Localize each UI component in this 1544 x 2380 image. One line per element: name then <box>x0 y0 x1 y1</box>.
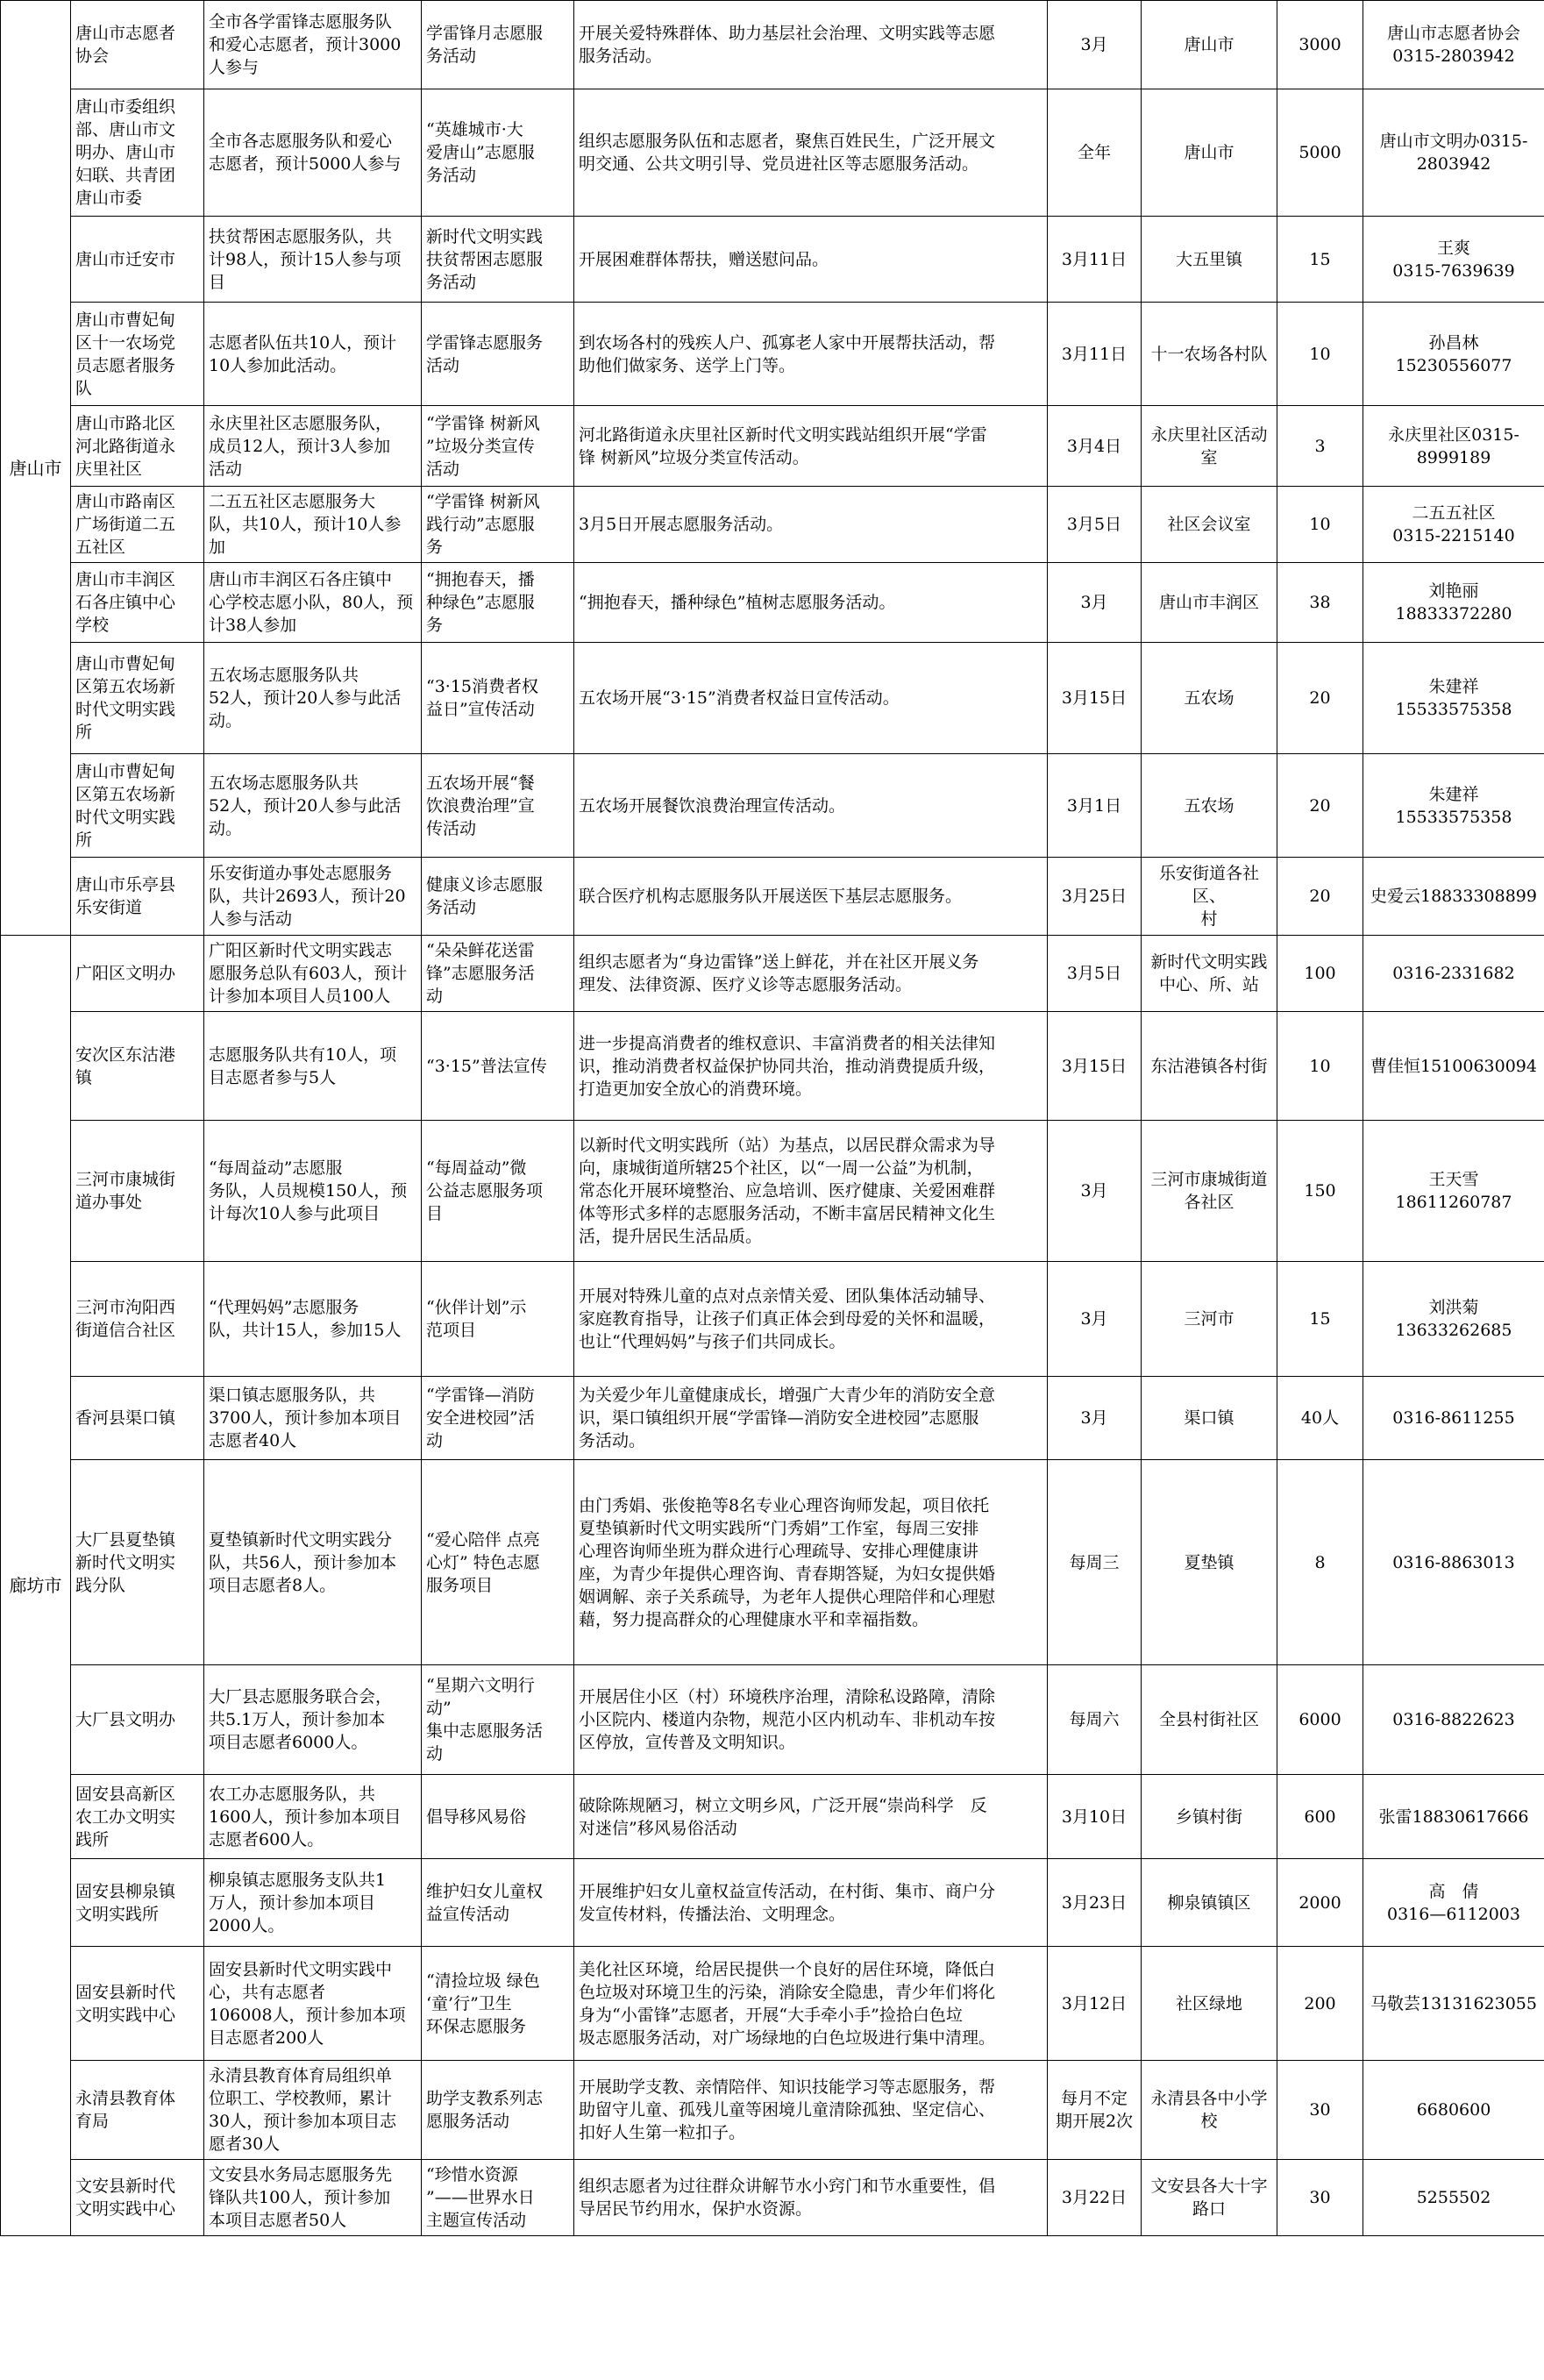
content-cell: 以新时代文明实践所（站）为基点，以居民群众需求为导 向，康城街道所辖25个社区，以“一周一公益”为机制， 常态化开展环境整治、应急培训、医疗健康、关爱困难群 体等形式多样的志愿服务活动，不断丰富居民精神文化生 活，提升居民生活品质。 <box>574 1121 1048 1262</box>
table-row <box>1 2061 1544 2160</box>
place-cell: 十一农场各村队 <box>1142 303 1277 406</box>
place-cell: 唐山市丰润区 <box>1142 563 1277 643</box>
count-cell: 10 <box>1277 487 1363 563</box>
time-cell: 3月15日 <box>1048 1012 1142 1121</box>
table-row <box>1 1 1544 89</box>
team-cell: “代理妈妈”志愿服务 队，共计15人，参加15人 <box>204 1262 422 1377</box>
project-cell: “拥抱春天，播 种绿色”志愿服 务 <box>422 563 574 643</box>
table-row <box>1 1665 1544 1775</box>
place-cell: 东沽港镇各村街 <box>1142 1012 1277 1121</box>
team-cell: 柳泉镇志愿服务支队共1 万人，预计参加本项目 2000人。 <box>204 1859 422 1947</box>
table-row <box>1 406 1544 487</box>
contact-cell: 马敬芸13131623055 <box>1363 1947 1544 2061</box>
org-cell: 文安县新时代 文明实践中心 <box>71 2160 204 2236</box>
table-row <box>1 1775 1544 1859</box>
team-cell: 五农场志愿服务队共 52人，预计20人参与此活 动。 <box>204 643 422 754</box>
count-cell: 6000 <box>1277 1665 1363 1775</box>
project-cell: 倡导移风易俗 <box>422 1775 574 1859</box>
project-cell: 助学支教系列志 愿服务活动 <box>422 2061 574 2160</box>
time-cell: 每月不定 期开展2次 <box>1048 2061 1142 2160</box>
place-cell: 乐安街道各社区、 村 <box>1142 858 1277 936</box>
org-cell: 香河县渠口镇 <box>71 1377 204 1460</box>
org-cell: 安次区东沽港 镇 <box>71 1012 204 1121</box>
content-cell: 由门秀娟、张俊艳等8名专业心理咨询师发起，项目依托 夏垫镇新时代文明实践所“门秀娟”工作室，每周三安排 心理咨询师坐班为群众进行心理疏导、安排心理健康讲 座，为青少年提供心理咨询、青春期答疑，为妇女提供婚 姻调解、亲子关系疏导，为老年人提供心理陪伴和心理慰 藉，努力提高群众的心理健康水平和幸福指数。 <box>574 1460 1048 1665</box>
place-cell: 文安县各大十字 路口 <box>1142 2160 1277 2236</box>
team-cell: 唐山市丰润区石各庄镇中 心学校志愿小队，80人，预 计38人参加 <box>204 563 422 643</box>
count-cell: 20 <box>1277 754 1363 858</box>
table-row <box>1 858 1544 936</box>
count-cell: 150 <box>1277 1121 1363 1262</box>
table-row <box>1 89 1544 217</box>
project-cell: “星期六文明行 动” 集中志愿服务活 动 <box>422 1665 574 1775</box>
place-cell: 永庆里社区活动 室 <box>1142 406 1277 487</box>
place-cell: 五农场 <box>1142 754 1277 858</box>
table-row <box>1 754 1544 858</box>
content-cell: 开展助学支教、亲情陪伴、知识技能学习等志愿服务，帮 助留守儿童、孤残儿童等困境儿童清除孤独、坚定信心、 扣好人生第一粒扣子。 <box>574 2061 1048 2160</box>
team-cell: 全市各学雷锋志愿服务队 和爱心志愿者，预计3000 人参与 <box>204 1 422 89</box>
contact-cell: 0316-8822623 <box>1363 1665 1544 1775</box>
count-cell: 15 <box>1277 217 1363 303</box>
table-row <box>1 1012 1544 1121</box>
time-cell: 3月15日 <box>1048 643 1142 754</box>
project-cell: “学雷锋 树新风 践行动”志愿服 务 <box>422 487 574 563</box>
content-cell: 组织志愿者为“身边雷锋”送上鲜花，并在社区开展义务 理发、法律资源、医疗义诊等志愿服务活动。 <box>574 936 1048 1012</box>
org-cell: 唐山市曹妃甸 区第五农场新 时代文明实践 所 <box>71 643 204 754</box>
table-row <box>1 1121 1544 1262</box>
team-cell: 广阳区新时代文明实践志 愿服务总队有603人，预计 计参加本项目人员100人 <box>204 936 422 1012</box>
project-cell: 维护妇女儿童权 益宣传活动 <box>422 1859 574 1947</box>
place-cell: 社区会议室 <box>1142 487 1277 563</box>
time-cell: 3月 <box>1048 563 1142 643</box>
project-cell: “3·15消费者权 益日”宣传活动 <box>422 643 574 754</box>
org-cell: 永清县教育体 育局 <box>71 2061 204 2160</box>
contact-cell: 史爱云18833308899 <box>1363 858 1544 936</box>
team-cell: 志愿服务队共有10人，项 目志愿者参与5人 <box>204 1012 422 1121</box>
place-cell: 五农场 <box>1142 643 1277 754</box>
city-cell: 唐山市 <box>1 1 71 936</box>
table-row <box>1 1377 1544 1460</box>
count-cell: 20 <box>1277 643 1363 754</box>
content-cell: 3月5日开展志愿服务活动。 <box>574 487 1048 563</box>
place-cell: 乡镇村街 <box>1142 1775 1277 1859</box>
team-cell: 固安县新时代文明实践中 心，共有志愿者 106008人，预计参加本项 目志愿者200人 <box>204 1947 422 2061</box>
table-row <box>1 643 1544 754</box>
count-cell: 10 <box>1277 1012 1363 1121</box>
org-cell: 唐山市路南区 广场街道二五 五社区 <box>71 487 204 563</box>
count-cell: 10 <box>1277 303 1363 406</box>
time-cell: 3月 <box>1048 1262 1142 1377</box>
contact-cell: 曹佳恒15100630094 <box>1363 1012 1544 1121</box>
count-cell: 8 <box>1277 1460 1363 1665</box>
table-row <box>1 303 1544 406</box>
time-cell: 全年 <box>1048 89 1142 217</box>
time-cell: 3月 <box>1048 1121 1142 1262</box>
place-cell: 柳泉镇镇区 <box>1142 1859 1277 1947</box>
team-cell: 乐安街道办事处志愿服务 队，共计2693人，预计20 人参与活动 <box>204 858 422 936</box>
project-cell: “学雷锋 树新风 ”垃圾分类宣传 活动 <box>422 406 574 487</box>
content-cell: 开展关爱特殊群体、助力基层社会治理、文明实践等志愿 服务活动。 <box>574 1 1048 89</box>
time-cell: 3月23日 <box>1048 1859 1142 1947</box>
team-cell: 永清县教育体育局组织单 位职工、学校教师，累计 30人，预计参加本项目志 愿者30人 <box>204 2061 422 2160</box>
team-cell: 夏垫镇新时代文明实践分 队，共56人，预计参加本 项目志愿者8人。 <box>204 1460 422 1665</box>
project-cell: 新时代文明实践 扶贫帮困志愿服 务活动 <box>422 217 574 303</box>
contact-cell: 6680600 <box>1363 2061 1544 2160</box>
place-cell: 全县村街社区 <box>1142 1665 1277 1775</box>
contact-cell: 0316-2331682 <box>1363 936 1544 1012</box>
contact-cell: 永庆里社区0315- 8999189 <box>1363 406 1544 487</box>
count-cell: 20 <box>1277 858 1363 936</box>
count-cell: 200 <box>1277 1947 1363 2061</box>
contact-cell: 张雷18830617666 <box>1363 1775 1544 1859</box>
org-cell: 唐山市曹妃甸 区十一农场党 员志愿者服务 队 <box>71 303 204 406</box>
content-cell: 联合医疗机构志愿服务队开展送医下基层志愿服务。 <box>574 858 1048 936</box>
count-cell: 30 <box>1277 2061 1363 2160</box>
time-cell: 3月25日 <box>1048 858 1142 936</box>
time-cell: 每周三 <box>1048 1460 1142 1665</box>
project-cell: “英雄城市·大 爱唐山”志愿服 务活动 <box>422 89 574 217</box>
team-cell: 渠口镇志愿服务队，共 3700人，预计参加本项目 志愿者40人 <box>204 1377 422 1460</box>
project-cell: “伙伴计划”示 范项目 <box>422 1262 574 1377</box>
contact-cell: 高 倩 0316—6112003 <box>1363 1859 1544 1947</box>
contact-cell: 唐山市志愿者协会 0315-2803942 <box>1363 1 1544 89</box>
org-cell: 大厂县文明办 <box>71 1665 204 1775</box>
contact-cell: 朱建祥 15533575358 <box>1363 643 1544 754</box>
time-cell: 3月11日 <box>1048 217 1142 303</box>
org-cell: 三河市泃阳西 街道信合社区 <box>71 1262 204 1377</box>
team-cell: “每周益动”志愿服 务队，人员规模150人，预 计每次10人参与此项目 <box>204 1121 422 1262</box>
content-cell: 进一步提高消费者的维权意识、丰富消费者的相关法律知 识，推动消费者权益保护协同共治，推动消费提质升级， 打造更加安全放心的消费环境。 <box>574 1012 1048 1121</box>
org-cell: 唐山市曹妃甸 区第五农场新 时代文明实践 所 <box>71 754 204 858</box>
time-cell: 3月22日 <box>1048 2160 1142 2236</box>
contact-cell: 0316-8611255 <box>1363 1377 1544 1460</box>
team-cell: 志愿者队伍共10人，预计 10人参加此活动。 <box>204 303 422 406</box>
time-cell: 3月1日 <box>1048 754 1142 858</box>
table-row <box>1 1460 1544 1665</box>
table-row <box>1 1859 1544 1947</box>
content-cell: 到农场各村的残疾人户、孤寡老人家中开展帮扶活动，帮 助他们做家务、送学上门等。 <box>574 303 1048 406</box>
time-cell: 3月4日 <box>1048 406 1142 487</box>
place-cell: 唐山市 <box>1142 89 1277 217</box>
content-cell: 组织志愿服务队伍和志愿者，聚焦百姓民生，广泛开展文 明交通、公共文明引导、党员进社区等志愿服务活动。 <box>574 89 1048 217</box>
place-cell: 社区绿地 <box>1142 1947 1277 2061</box>
table-row <box>1 936 1544 1012</box>
count-cell: 38 <box>1277 563 1363 643</box>
org-cell: 广阳区文明办 <box>71 936 204 1012</box>
content-cell: 五农场开展“3·15”消费者权益日宣传活动。 <box>574 643 1048 754</box>
team-cell: 二五五社区志愿服务大 队，共10人，预计10人参 加 <box>204 487 422 563</box>
place-cell: 新时代文明实践 中心、所、站 <box>1142 936 1277 1012</box>
project-cell: 学雷锋志愿服务 活动 <box>422 303 574 406</box>
place-cell: 大五里镇 <box>1142 217 1277 303</box>
city-cell: 廊坊市 <box>1 936 71 2236</box>
org-cell: 固安县高新区 农工办文明实 践所 <box>71 1775 204 1859</box>
content-cell: 为关爱少年儿童健康成长，增强广大青少年的消防安全意 识，渠口镇组织开展“学雷锋—消防安全进校园”志愿服 务活动。 <box>574 1377 1048 1460</box>
content-cell: 开展居住小区（村）环境秩序治理，清除私设路障，清除 小区院内、楼道内杂物，规范小区内机动车、非机动车按 区停放，宣传普及文明知识。 <box>574 1665 1048 1775</box>
contact-cell: 刘洪菊 13633262685 <box>1363 1262 1544 1377</box>
place-cell: 三河市 <box>1142 1262 1277 1377</box>
contact-cell: 王爽 0315-7639639 <box>1363 217 1544 303</box>
org-cell: 唐山市乐亭县 乐安街道 <box>71 858 204 936</box>
org-cell: 固安县新时代 文明实践中心 <box>71 1947 204 2061</box>
content-cell: 河北路街道永庆里社区新时代文明实践站组织开展“学雷 锋 树新风”垃圾分类宣传活动。 <box>574 406 1048 487</box>
count-cell: 40人 <box>1277 1377 1363 1460</box>
time-cell: 3月11日 <box>1048 303 1142 406</box>
time-cell: 3月12日 <box>1048 1947 1142 2061</box>
place-cell: 三河市康城街道 各社区 <box>1142 1121 1277 1262</box>
contact-cell: 唐山市文明办0315- 2803942 <box>1363 89 1544 217</box>
count-cell: 30 <box>1277 2160 1363 2236</box>
org-cell: 唐山市委组织 部、唐山市文 明办、唐山市 妇联、共青团 唐山市委 <box>71 89 204 217</box>
content-cell: 五农场开展餐饮浪费治理宣传活动。 <box>574 754 1048 858</box>
org-cell: 唐山市迁安市 <box>71 217 204 303</box>
team-cell: 农工办志愿服务队，共 1600人，预计参加本项目 志愿者600人。 <box>204 1775 422 1859</box>
contact-cell: 王天雪 18611260787 <box>1363 1121 1544 1262</box>
contact-cell: 刘艳丽 18833372280 <box>1363 563 1544 643</box>
time-cell: 每周六 <box>1048 1665 1142 1775</box>
count-cell: 100 <box>1277 936 1363 1012</box>
project-cell: “朵朵鲜花送雷 锋”志愿服务活 动 <box>422 936 574 1012</box>
time-cell: 3月10日 <box>1048 1775 1142 1859</box>
project-cell: “珍惜水资源 ”——世界水日 主题宣传活动 <box>422 2160 574 2236</box>
content-cell: 开展维护妇女儿童权益宣传活动，在村街、集市、商户分 发宣传材料，传播法治、文明理念。 <box>574 1859 1048 1947</box>
content-cell: 组织志愿者为过往群众讲解节水小窍门和节水重要性，倡 导居民节约用水，保护水资源。 <box>574 2160 1048 2236</box>
contact-cell: 孙昌林 15230556077 <box>1363 303 1544 406</box>
time-cell: 3月 <box>1048 1377 1142 1460</box>
project-cell: “3·15”普法宣传 <box>422 1012 574 1121</box>
org-cell: 三河市康城街 道办事处 <box>71 1121 204 1262</box>
project-cell: 健康义诊志愿服 务活动 <box>422 858 574 936</box>
team-cell: 全市各志愿服务队和爱心 志愿者，预计5000人参与 <box>204 89 422 217</box>
content-cell: 破除陈规陋习，树立文明乡风，广泛开展“崇尚科学 反 对迷信”移风易俗活动 <box>574 1775 1048 1859</box>
count-cell: 2000 <box>1277 1859 1363 1947</box>
place-cell: 夏垫镇 <box>1142 1460 1277 1665</box>
team-cell: 五农场志愿服务队共 52人，预计20人参与此活 动。 <box>204 754 422 858</box>
content-cell: 开展对特殊儿童的点对点亲情关爱、团队集体活动辅导、 家庭教育指导，让孩子们真正体会到母爱的关怀和温暖， 也让“代理妈妈”与孩子们共同成长。 <box>574 1262 1048 1377</box>
contact-cell: 5255502 <box>1363 2160 1544 2236</box>
content-cell: 开展困难群体帮扶，赠送慰问品。 <box>574 217 1048 303</box>
time-cell: 3月5日 <box>1048 487 1142 563</box>
org-cell: 唐山市路北区 河北路街道永 庆里社区 <box>71 406 204 487</box>
team-cell: 扶贫帮困志愿服务队，共 计98人，预计15人参与项 目 <box>204 217 422 303</box>
place-cell: 唐山市 <box>1142 1 1277 89</box>
content-cell: “拥抱春天，播种绿色”植树志愿服务活动。 <box>574 563 1048 643</box>
contact-cell: 二五五社区 0315-2215140 <box>1363 487 1544 563</box>
table-row <box>1 2160 1544 2236</box>
table-row <box>1 563 1544 643</box>
count-cell: 600 <box>1277 1775 1363 1859</box>
project-cell: “学雷锋—消防 安全进校园”活 动 <box>422 1377 574 1460</box>
content-cell: 美化社区环境，给居民提供一个良好的居住环境，降低白 色垃圾对环境卫生的污染，消除安全隐患，青少年们将化 身为“小雷锋”志愿者，开展“大手牵小手”捡拾白色垃 圾志愿服务活动，对广场绿地的白色垃圾进行集中清理。 <box>574 1947 1048 2061</box>
count-cell: 3000 <box>1277 1 1363 89</box>
contact-cell: 0316-8863013 <box>1363 1460 1544 1665</box>
count-cell: 5000 <box>1277 89 1363 217</box>
table-row <box>1 217 1544 303</box>
count-cell: 3 <box>1277 406 1363 487</box>
project-cell: “爱心陪伴 点亮 心灯” 特色志愿 服务项目 <box>422 1460 574 1665</box>
time-cell: 3月 <box>1048 1 1142 89</box>
team-cell: 文安县水务局志愿服务先 锋队共100人，预计参加 本项目志愿者50人 <box>204 2160 422 2236</box>
project-cell: 五农场开展“餐 饮浪费治理”宣 传活动 <box>422 754 574 858</box>
count-cell: 15 <box>1277 1262 1363 1377</box>
org-cell: 唐山市丰润区 石各庄镇中心 学校 <box>71 563 204 643</box>
table-row <box>1 487 1544 563</box>
org-cell: 唐山市志愿者 协会 <box>71 1 204 89</box>
place-cell: 永清县各中小学 校 <box>1142 2061 1277 2160</box>
table-row <box>1 1262 1544 1377</box>
project-cell: 学雷锋月志愿服 务活动 <box>422 1 574 89</box>
org-cell: 固安县柳泉镇 文明实践所 <box>71 1859 204 1947</box>
project-cell: “每周益动”微 公益志愿服务项 目 <box>422 1121 574 1262</box>
project-cell: “清捡垃圾 绿色 ‘童’行”卫生 环保志愿服务 <box>422 1947 574 2061</box>
contact-cell: 朱建祥 15533575358 <box>1363 754 1544 858</box>
team-cell: 大厂县志愿服务联合会， 共5.1万人，预计参加本 项目志愿者6000人。 <box>204 1665 422 1775</box>
time-cell: 3月5日 <box>1048 936 1142 1012</box>
org-cell: 大厂县夏垫镇 新时代文明实 践分队 <box>71 1460 204 1665</box>
place-cell: 渠口镇 <box>1142 1377 1277 1460</box>
table-row <box>1 1947 1544 2061</box>
team-cell: 永庆里社区志愿服务队， 成员12人，预计3人参加 活动 <box>204 406 422 487</box>
